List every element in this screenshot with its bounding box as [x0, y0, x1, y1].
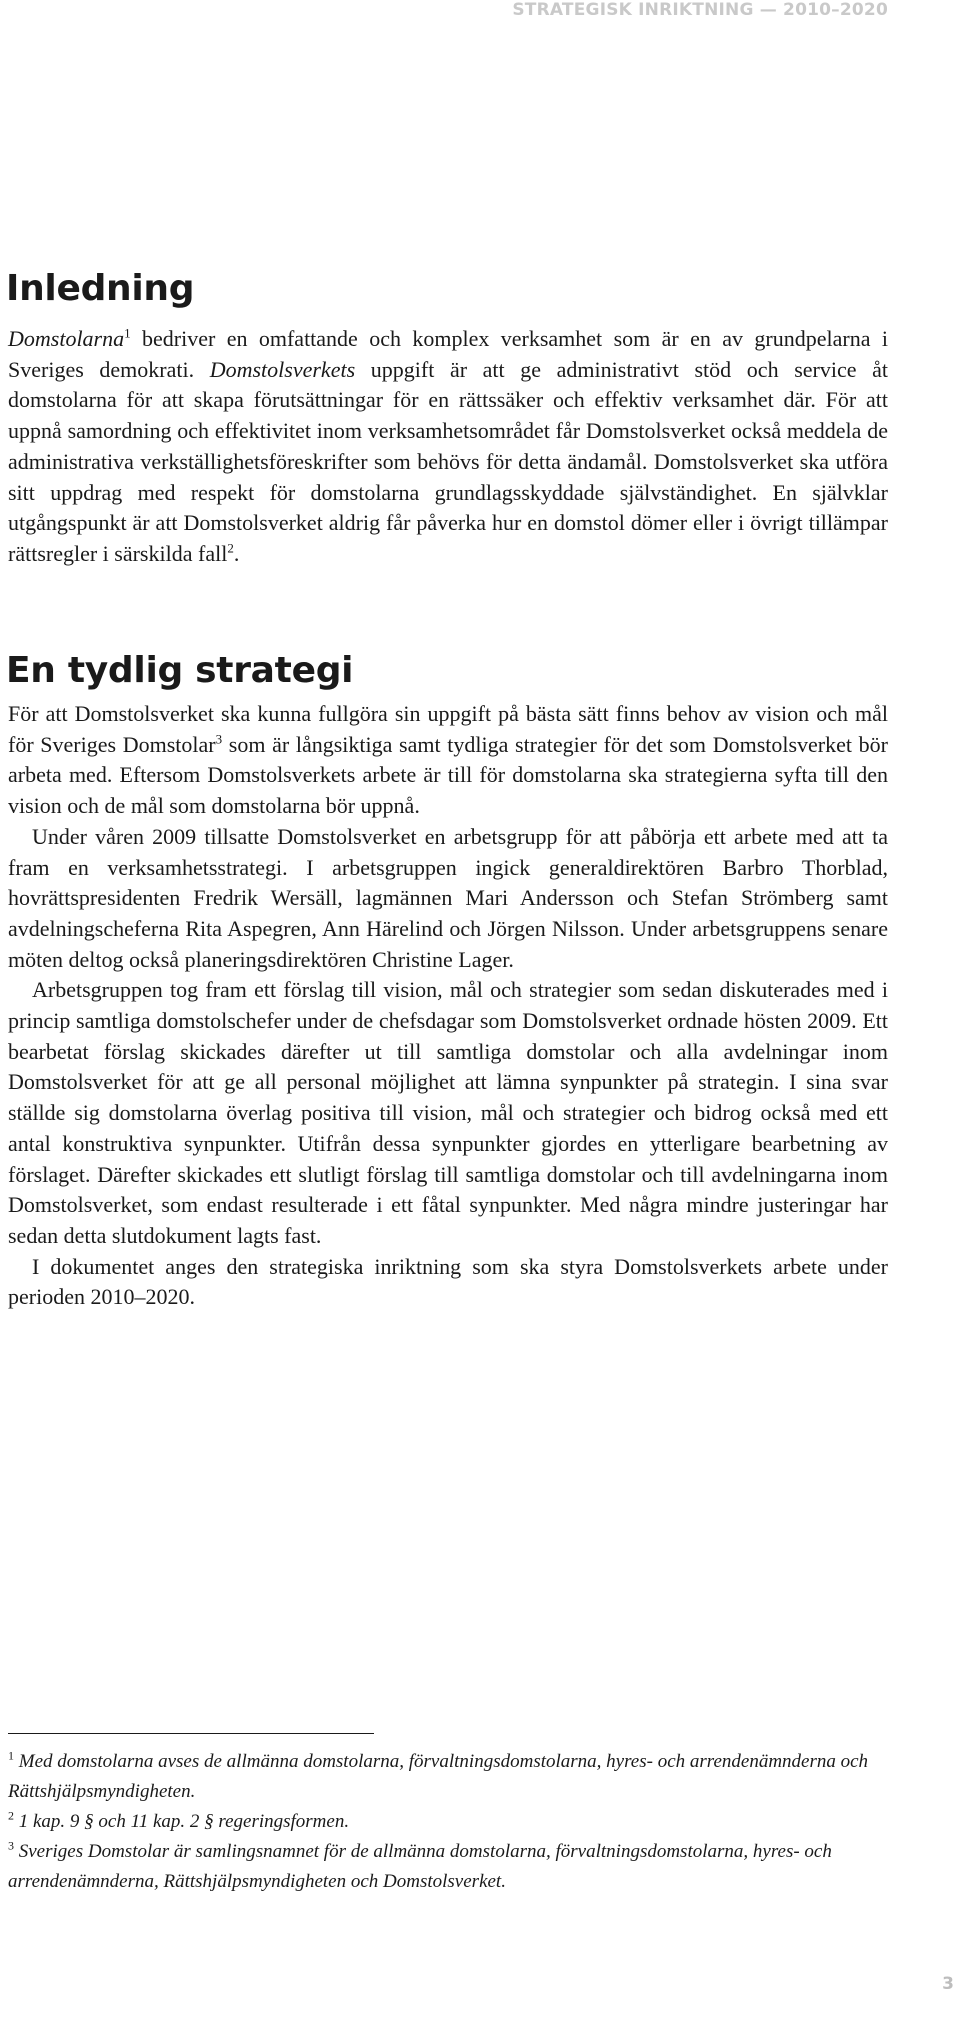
strategy-paragraph-1 [8, 699, 888, 822]
term-domstolsverkets: Domstolsverkets [209, 356, 356, 382]
running-header: STRATEGISK INRIKTNING — 2010–2020 [512, 0, 888, 20]
strategy-paragraph-3: Arbetsgruppen tog fram ett förslag till vision, mål och strategier som sedan diskuterades med i princip samtliga domstolschefer under de chefsdagar som Domstolsverket ordnade hösten 2009. Ett bearbetat förslag skickades därefter ut till samtliga domstolar och alla avdelningar inom Domstolsverket för att ge all personal möjlighet att lämna synpunkter på strategin. I sina svar ställde sig domstolarna överlag positiva till vision, mål och strategier och bidrog också med ett antal konstruktiva synpunkter. Utifrån dessa synpunkter gjordes en ytterligare bearbetning av förslaget. Därefter skickades ett slutligt förslag till samtliga domstolar och till avdelningarna inom Domstolsverket, som endast resulterade i ett fåtal synpunkter. Med några mindre justeringar har sedan detta slutdokument lagts fast. [8, 977, 888, 1248]
footnote-ref-1: 1 [124, 325, 131, 341]
term-domstolarna: Domstolarna [8, 326, 125, 351]
footnote-3-number: 3 [8, 1838, 14, 1853]
footnotes [8, 1747, 888, 1897]
footnote-ref-3: 3 [215, 731, 223, 747]
strategy-paragraph-4: I dokumentet anges den strategiska inriktning som ska styra Domstolsverkets arbete under perioden 2010–2020. [8, 1253, 888, 1310]
footnote-1 [8, 1747, 888, 1807]
footnote-3 [8, 1837, 888, 1897]
footnote-1-text: Med domstolarna avses de allmänna domstolarna, förvaltningsdomstolarna, hyres- och arrendenämnderna och Rättshjälpsmyndigheten. [8, 1751, 869, 1802]
intro-text-end: . [233, 540, 240, 566]
page-number: 3 [942, 1974, 954, 1994]
footnote-2 [8, 1807, 888, 1837]
intro-text-1: bedriver en omfattande och komplex verksamhet som är en av grundpelarna i Sveriges demokrati. [8, 326, 888, 382]
intro-paragraph [8, 324, 888, 570]
strategy-p1-text-a: För att Domstolsverket ska kunna fullgöra sin uppgift på bästa sätt finns behov av vision och mål för Sveriges Domstolar [8, 701, 888, 757]
intro-text-2: uppgift är att ge administrativt stöd och service åt domstolarna för att skapa förutsättningar för en rättssäker och effektiv verksamhet där. För att uppnå samordning och effektivitet inom verksamhetsområdet får Domstolsverket också meddela de administrativa verkställighetsföreskrifter som behövs för detta ändamål. Domstolsverket ska utföra sitt uppdrag med respekt för domstolarna grundlagsskyddade självständighet. En självklar utgångspunkt är att Domstolsverket aldrig får påverka hur en domstol dömer eller i övrigt tillämpar rättsregler i särskilda fall [8, 356, 888, 566]
strategy-p1-text-b: som är långsiktiga samt tydliga strategier för det som Domstolsverket bör arbeta med. Eftersom Domstolsverkets arbete är till för domstolarna ska strategierna syfta till den vision och de mål som domstolarna bör uppnå. [8, 731, 888, 819]
footnote-2-number: 2 [8, 1808, 14, 1823]
section-title-inledning: Inledning [6, 268, 195, 309]
strategy-section [8, 699, 888, 1313]
section-title-strategi: En tydlig strategi [6, 650, 354, 691]
footnote-divider [8, 1733, 374, 1734]
footnote-3-text: Sveriges Domstolar är samlingsnamnet för de allmänna domstolarna, förvaltningsdomstolarna, hyres- och arrendenämnderna, Rättshjälpsmyndigheten och Domstolsverket. [8, 1841, 832, 1892]
strategy-paragraph-2: Under våren 2009 tillsatte Domstolsverket en arbetsgrupp för att påbörja ett arbete med att ta fram en verksamhetsstrategi. I arbetsgruppen ingick generaldirektören Barbro Thorblad, hovrättspresidenten Fredrik Wersäll, lagmännen Mari Andersson och Stefan Strömberg samt avdelningscheferna Rita Aspegren, Ann Härelind och Jörgen Nilsson. Under arbetsgruppens senare möten deltog också planeringsdirektören Christine Lager. [8, 823, 888, 972]
intro-section [8, 324, 888, 570]
footnote-1-number: 1 [8, 1748, 14, 1763]
footnote-2-text: 1 kap. 9 § och 11 kap. 2 § regeringsformen. [14, 1811, 350, 1832]
footnote-ref-2: 2 [227, 540, 234, 556]
